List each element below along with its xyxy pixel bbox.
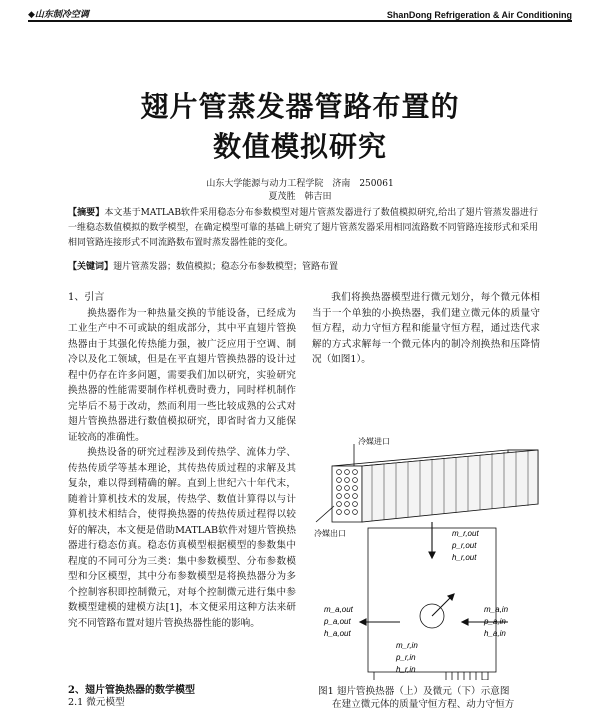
left-column (68, 290, 296, 631)
keywords (68, 260, 538, 274)
label-h-r-out: h_r,out (452, 553, 477, 562)
label-m-r-in: m_r,in (396, 641, 418, 650)
inlet-label: 冷媒进口 (358, 437, 390, 446)
label-p-r-in: p_r,in (396, 653, 416, 662)
intro-paragraph-2: 换热设备的研究过程涉及到传热学、流体力学、传热传质学等基本理论，其传热传质过程的求解及其复杂，难以得到精确的解。直到上世纪六十年代末，随着计算机技术的发展，传热学、数值计算得以与计算机技术相结合，使得换热器的传热传质过程得以较好的解决，本文便是借助MATLAB软件对翅片管换热器进行稳态仿真。稳态仿真模型根据模型的参数集中程度的不同可分为三类：集中参数模型、分布参数模型和分区模型，其中分布参数模型是将换热器分为多个控制容积即控制微元，对每个控制微元进行集中参数模型建模的建模方法[1]，本文便采用这种方法来研究不同管路布置对翅片管换热器性能的影响。 (68, 447, 296, 629)
label-m-a-out: m_a,out (324, 605, 353, 614)
page-header (28, 4, 572, 22)
figure-caption: 图1 翅片管换热器（上）及微元（下）示意图 (318, 686, 510, 697)
abstract-label: 【摘要】 (68, 208, 105, 218)
journal-name: ◆山东制冷空调 (28, 9, 89, 19)
right-paragraph: 我们将换热器模型进行微元划分，每个微元体相当于一个单独的小换热器，我们建立微元体的质量守恒方程，动力守恒方程和能量守恒方程，通过迭代求解的方式求解每一个微元体内的制冷剂换热和压降情况（如图1）。 (312, 292, 540, 365)
label-h-r-in: h_r,in (396, 665, 416, 674)
label-p-a-out: p_a,out (324, 617, 351, 626)
intro-paragraph-1: 换热器作为一种热量交换的节能设备，已经成为工业生产中不可或缺的组成部分，其中平直翅片管换热器由于其强化传热能力强，被广泛应用于空调、制冷以及化工领域，但是在平直翅片管换热器的设计过程中仍存在许多问题，需要我们加以研究，实验研究换热器的性能需要制作样机费时费力，同时样机制作完毕后不易于改动，然而利用一些比较成熟的公式对翅片管换热器进行数值模拟研究，即省时省力又能保证较高的准确性。 (68, 307, 296, 443)
abstract-text: 本文基于MATLAB软件采用稳态分布参数模型对翅片管蒸发器进行了数值模拟研究,给出了翅片管蒸发器进行一维稳态数值模拟的数学模型，在确定模型可靠的基础上研究了翅片管蒸发器采用相同流路数不同管路连接形式和采用相同管路连接形式不同流路数布置时蒸发器性能的变化。 (68, 208, 538, 248)
authors: 夏茂胜 韩吉田 (268, 192, 332, 202)
paper-title-line1: 翅片管蒸发器管路布置的 (140, 90, 460, 123)
intro-heading: 1、引言 (68, 292, 105, 303)
label-h-a-in: h_a,in (484, 629, 506, 638)
right-column (312, 290, 540, 368)
journal-name-english: ShanDong Refrigeration & Air Conditioning (386, 10, 572, 20)
label-m-r-out: m_r,out (452, 529, 479, 538)
label-h-a-out: h_a,out (324, 629, 351, 638)
section-2-heading: 2、翅片管换热器的数学模型 (68, 685, 195, 696)
paper-title-line2: 数值模拟研究 (212, 130, 387, 163)
right-bottom-text: 在建立微元体的质量守恒方程、动力守恒方 (332, 699, 515, 710)
heat-exchanger-drawing (316, 444, 538, 522)
figure-1 (312, 436, 548, 680)
label-p-r-out: p_r,out (452, 541, 477, 550)
label-m-a-in: m_a,in (484, 605, 509, 614)
outlet-label: 冷媒出口 (314, 529, 346, 538)
keywords-label: 【关键词】 (68, 262, 114, 272)
affiliation: 山东大学能源与动力工程学院 济南 250061 (206, 179, 394, 189)
label-p-a-in: p_a,in (484, 617, 506, 626)
section-2-1-heading: 2.1 微元模型 (68, 697, 125, 708)
abstract (68, 206, 538, 251)
keywords-text: 翅片管蒸发器；数值模拟；稳态分布参数模型；管路布置 (113, 262, 339, 272)
